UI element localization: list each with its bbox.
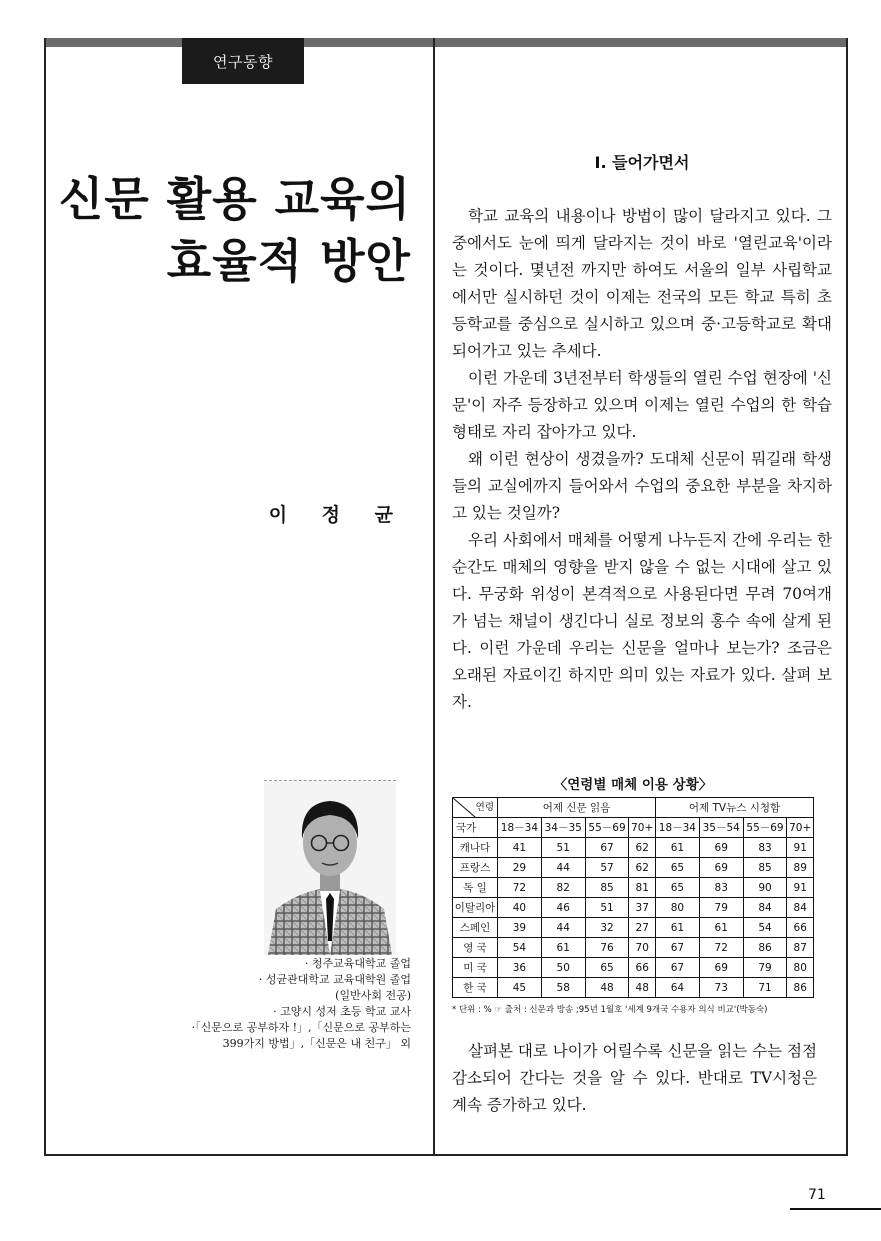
- bio-line: · 청주교육대학교 졸업: [304, 957, 411, 970]
- table-body: [453, 838, 814, 998]
- value-cell: 71: [743, 978, 787, 998]
- section-tag: 연구동향: [182, 38, 304, 84]
- table-row: [453, 958, 814, 978]
- value-cell: 29: [498, 858, 542, 878]
- table-note: * 단위 : % ☞ 출처 : 신문과 방송 ;95년 1월호 '세계 9개국 수용자 의식 비교'(박동숙): [452, 1005, 768, 1015]
- value-cell: 84: [743, 898, 787, 918]
- country-cell: 미 국: [453, 958, 498, 978]
- bio-line: (일반사회 전공): [335, 989, 411, 1002]
- value-cell: 57: [585, 858, 629, 878]
- value-cell: 80: [787, 958, 814, 978]
- value-cell: 61: [699, 918, 743, 938]
- value-cell: 89: [787, 858, 814, 878]
- age-header: 34－35: [541, 818, 585, 838]
- frame-right-border: [846, 38, 848, 1156]
- value-cell: 70: [629, 938, 656, 958]
- table-row: [453, 978, 814, 998]
- body-paragraph: 이런 가운데 3년전부터 학생들의 열린 수업 현장에 '신문'이 자주 등장하고 있으며 이제는 열린 수업의 한 학습형태로 자리 잡아가고 있다.: [452, 369, 832, 441]
- value-cell: 39: [498, 918, 542, 938]
- value-cell: 40: [498, 898, 542, 918]
- value-cell: 48: [585, 978, 629, 998]
- table-row: [453, 878, 814, 898]
- value-cell: 62: [629, 838, 656, 858]
- bio-line: · 고양시 성저 초등 학교 교사: [273, 1005, 411, 1018]
- value-cell: 69: [699, 958, 743, 978]
- author-photo: [264, 780, 396, 955]
- value-cell: 73: [699, 978, 743, 998]
- value-cell: 54: [743, 918, 787, 938]
- bio-line: 399가지 방법」,「신문은 내 친구」 외: [222, 1037, 411, 1050]
- value-cell: 36: [498, 958, 542, 978]
- value-cell: 62: [629, 858, 656, 878]
- value-cell: 72: [699, 938, 743, 958]
- value-cell: 79: [743, 958, 787, 978]
- value-cell: 87: [787, 938, 814, 958]
- value-cell: 44: [541, 858, 585, 878]
- media-usage-table-block: [452, 773, 814, 1015]
- header-group-tv: 어제 TV뉴스 시청함: [655, 798, 813, 818]
- value-cell: 85: [585, 878, 629, 898]
- value-cell: 67: [655, 958, 699, 978]
- title-line-1: 신문 활용 교육의: [58, 172, 411, 226]
- author-name: 이 정 균: [268, 504, 407, 526]
- value-cell: 86: [743, 938, 787, 958]
- value-cell: 84: [787, 898, 814, 918]
- page-number: 71: [808, 1187, 826, 1203]
- corner-country-label: 국가: [453, 818, 498, 838]
- header-group-newspaper: 어제 신문 읽음: [498, 798, 656, 818]
- value-cell: 58: [541, 978, 585, 998]
- value-cell: 65: [585, 958, 629, 978]
- value-cell: 61: [655, 838, 699, 858]
- age-header: 70+: [787, 818, 814, 838]
- value-cell: 65: [655, 858, 699, 878]
- value-cell: 44: [541, 918, 585, 938]
- country-cell: 스페인: [453, 918, 498, 938]
- value-cell: 91: [787, 838, 814, 858]
- value-cell: 83: [743, 838, 787, 858]
- value-cell: 86: [787, 978, 814, 998]
- value-cell: 61: [655, 918, 699, 938]
- value-cell: 76: [585, 938, 629, 958]
- country-cell: 프랑스: [453, 858, 498, 878]
- bio-line: · 성균관대학교 교육대학원 졸업: [258, 973, 411, 986]
- body-paragraph: 학교 교육의 내용이나 방법이 많이 달라지고 있다. 그 중에서도 눈에 띄게 달라지는 것이 바로 '열린교육'이라는 것이다. 몇년전 까지만 하여도 서울의 일부 사립학교에서만 실시하던 것이 이제는 전국의 모든 학교 특히 초등학교를 중심으로 실시하고 있으며 중·고등학교로 확대되어가고 있는 추세다.: [452, 207, 832, 360]
- table-row: [453, 838, 814, 858]
- table-row: [453, 858, 814, 878]
- value-cell: 85: [743, 858, 787, 878]
- body-paragraph: 살펴본 대로 나이가 어릴수록 신문을 읽는 수는 점점 감소되어 간다는 것을 알 수 있다. 반대로 TV시청은 계속 증가하고 있다.: [452, 1042, 817, 1114]
- value-cell: 69: [699, 838, 743, 858]
- value-cell: 79: [699, 898, 743, 918]
- value-cell: 41: [498, 838, 542, 858]
- country-cell: 한 국: [453, 978, 498, 998]
- age-header: 18－34: [655, 818, 699, 838]
- column-divider: [433, 38, 435, 1156]
- country-cell: 독 일: [453, 878, 498, 898]
- country-cell: 캐나다: [453, 838, 498, 858]
- value-cell: 90: [743, 878, 787, 898]
- country-cell: 영 국: [453, 938, 498, 958]
- age-header: 18－34: [498, 818, 542, 838]
- value-cell: 67: [655, 938, 699, 958]
- age-header: 55－69: [743, 818, 787, 838]
- value-cell: 51: [541, 838, 585, 858]
- value-cell: 50: [541, 958, 585, 978]
- corner-age-label: 연령: [475, 802, 494, 813]
- age-header: 70+: [629, 818, 656, 838]
- table-row: [453, 938, 814, 958]
- table-row: [453, 918, 814, 938]
- value-cell: 66: [629, 958, 656, 978]
- value-cell: 83: [699, 878, 743, 898]
- age-header: 35－54: [699, 818, 743, 838]
- table-title: 〈연령별 매체 이용 상황〉: [553, 777, 713, 793]
- page-number-rule: [790, 1208, 881, 1210]
- body-paragraph: 우리 사회에서 매체를 어떻게 나누든지 간에 우리는 한 순간도 매체의 영향을 받지 않을 수 없는 시대에 살고 있다. 무궁화 위성이 본격적으로 사용된다면 무려 70여개가 넘는 채널이 생긴다니 실로 정보의 홍수 속에 살게 된다. 이런 가운데 우리는 신문을 얼마나 보는가? 조금은 오래된 자료이긴 하지만 의미 있는 자료가 있다. 살펴 보자.: [452, 531, 832, 711]
- value-cell: 61: [541, 938, 585, 958]
- age-header: 55－69: [585, 818, 629, 838]
- table-corner-top: [453, 798, 498, 818]
- value-cell: 45: [498, 978, 542, 998]
- value-cell: 27: [629, 918, 656, 938]
- title-line-2: 효율적 방안: [166, 234, 411, 288]
- frame-left-border: [44, 38, 46, 1156]
- media-usage-table: [452, 797, 814, 998]
- header-bar: [46, 38, 848, 47]
- value-cell: 80: [655, 898, 699, 918]
- body-paragraph: 왜 이런 현상이 생겼을까? 도대체 신문이 뭐길래 학생들의 교실에까지 들어와서 수업의 중요한 부분을 차지하고 있는 것일까?: [452, 450, 832, 522]
- article-title: [59, 168, 411, 292]
- author-bio: [171, 956, 411, 1052]
- value-cell: 51: [585, 898, 629, 918]
- section-heading: Ⅰ. 들어가면서: [594, 153, 690, 172]
- bio-line: ·「신문으로 공부하자 !」,「신문으로 공부하는: [191, 1021, 411, 1034]
- value-cell: 54: [498, 938, 542, 958]
- value-cell: 72: [498, 878, 542, 898]
- value-cell: 48: [629, 978, 656, 998]
- country-cell: 이탈리아: [453, 898, 498, 918]
- table-row: [453, 898, 814, 918]
- frame-bottom-border: [44, 1154, 848, 1156]
- body-column: [452, 150, 832, 716]
- value-cell: 82: [541, 878, 585, 898]
- value-cell: 64: [655, 978, 699, 998]
- body-column-closing: [452, 1038, 817, 1119]
- value-cell: 66: [787, 918, 814, 938]
- value-cell: 91: [787, 878, 814, 898]
- value-cell: 69: [699, 858, 743, 878]
- value-cell: 65: [655, 878, 699, 898]
- value-cell: 67: [585, 838, 629, 858]
- value-cell: 81: [629, 878, 656, 898]
- value-cell: 37: [629, 898, 656, 918]
- value-cell: 46: [541, 898, 585, 918]
- value-cell: 32: [585, 918, 629, 938]
